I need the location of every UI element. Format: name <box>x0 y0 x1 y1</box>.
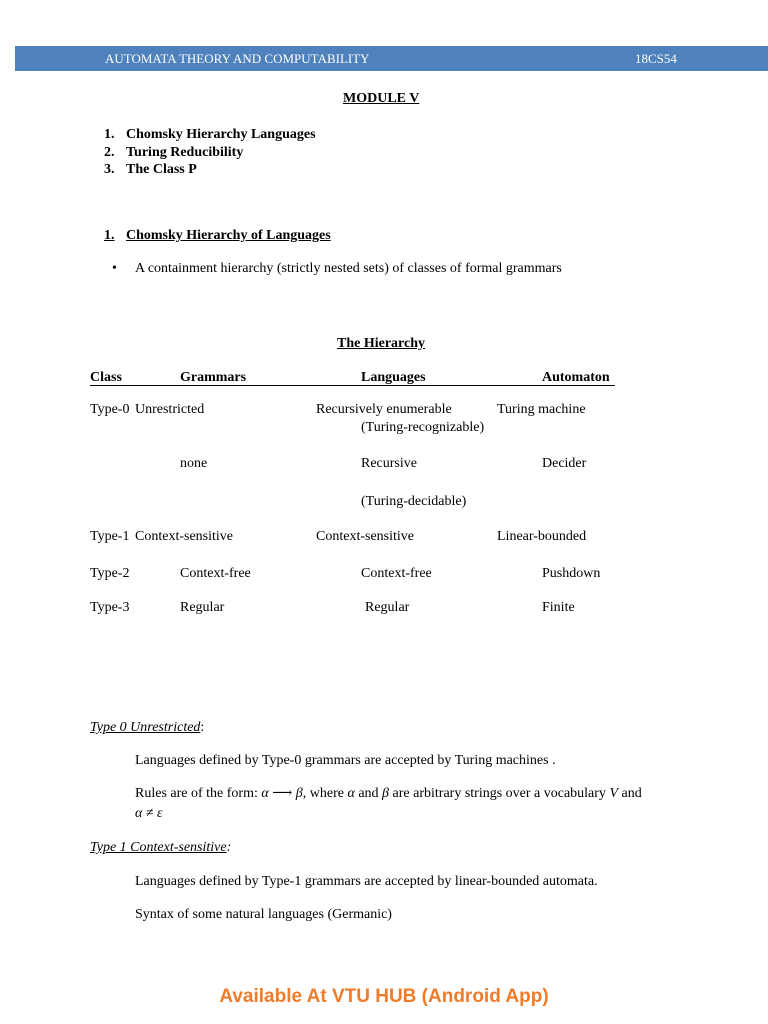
math-beta: β <box>382 786 390 801</box>
cell-automaton: Linear-bounded <box>497 529 587 544</box>
type0-heading-colon: : <box>200 720 205 735</box>
cell-automaton: Turing machine <box>497 402 586 417</box>
bullet-icon: • <box>112 261 117 276</box>
bullet-text: A containment hierarchy (strictly nested sets) of classes of formal grammars <box>135 261 562 276</box>
section-heading: Chomsky Hierarchy of Languages <box>126 228 331 243</box>
cell-language: Recursively enumerable <box>316 402 452 417</box>
toc-num: 1. <box>104 127 115 142</box>
cell-automaton: Decider <box>542 456 587 471</box>
cell-language: Context-sensitive <box>316 529 414 544</box>
text-run: and <box>618 786 642 801</box>
cell-language-note: (Turing-recognizable) <box>361 420 485 435</box>
cell-grammar: none <box>180 456 208 471</box>
text-run: are arbitrary strings over a vocabulary <box>389 786 610 801</box>
text-run: and <box>354 786 383 801</box>
cell-class: Type-3 <box>90 600 130 615</box>
hierarchy-title: The Hierarchy <box>337 336 426 351</box>
cell-automaton: Finite <box>542 600 575 615</box>
footer-banner: Available At VTU HUB (Android App) <box>219 986 549 1007</box>
cell-grammar: Regular <box>180 600 225 615</box>
cell-class: Type-2 <box>90 566 130 581</box>
math-rule: α ⟶ β <box>261 786 303 801</box>
text-run: , where <box>302 786 348 801</box>
toc-num: 3. <box>104 162 115 177</box>
col-header-class: Class <box>90 370 122 385</box>
cell-grammar: Context-free <box>180 566 251 581</box>
type0-paragraph-1: Languages defined by Type-0 grammars are accepted by Turing machines . <box>135 753 556 768</box>
col-header-grammars: Grammars <box>180 370 247 385</box>
type0-heading-text: Type 0 Unrestricted <box>90 720 201 735</box>
type1-heading-text: Type 1 Context-sensitive <box>90 840 227 855</box>
toc-item: The Class P <box>126 162 197 177</box>
type1-paragraph-2: Syntax of some natural languages (Germanic) <box>135 907 392 922</box>
cell-automaton: Pushdown <box>542 566 601 581</box>
cell-language: Context-free <box>361 566 432 581</box>
module-title: MODULE V <box>343 91 420 106</box>
type1-heading-colon: : <box>226 840 232 855</box>
toc-item: Turing Reducibility <box>126 145 244 160</box>
cell-class: Type-0 <box>90 402 130 417</box>
cell-language: Regular <box>365 600 410 615</box>
course-title: AUTOMATA THEORY AND COMPUTABILITY <box>105 51 370 66</box>
toc-item: Chomsky Hierarchy Languages <box>126 127 316 142</box>
col-header-languages: Languages <box>361 370 426 385</box>
type0-heading <box>90 720 204 736</box>
cell-grammar: Context-sensitive <box>135 529 233 544</box>
cell-grammar: Unrestricted <box>135 402 205 417</box>
type1-paragraph-1: Languages defined by Type-1 grammars are accepted by linear-bounded automata. <box>135 874 598 889</box>
col-header-automaton: Automaton <box>542 370 610 385</box>
header-rule <box>90 385 615 386</box>
course-code: 18CS54 <box>635 51 677 66</box>
math-alpha: α <box>347 786 355 801</box>
type0-condition: α ≠ ε <box>135 806 163 821</box>
section-number: 1. <box>104 228 115 243</box>
cell-class: Type-1 <box>90 529 130 544</box>
math-v: V <box>609 786 618 801</box>
cell-language: Recursive <box>361 456 417 471</box>
cell-language-note: (Turing-decidable) <box>361 494 467 509</box>
header-bar <box>15 46 768 71</box>
text-run: Rules are of the form: <box>135 786 262 801</box>
type1-heading <box>90 840 231 856</box>
type0-paragraph-2 <box>135 786 642 802</box>
toc-num: 2. <box>104 145 115 160</box>
